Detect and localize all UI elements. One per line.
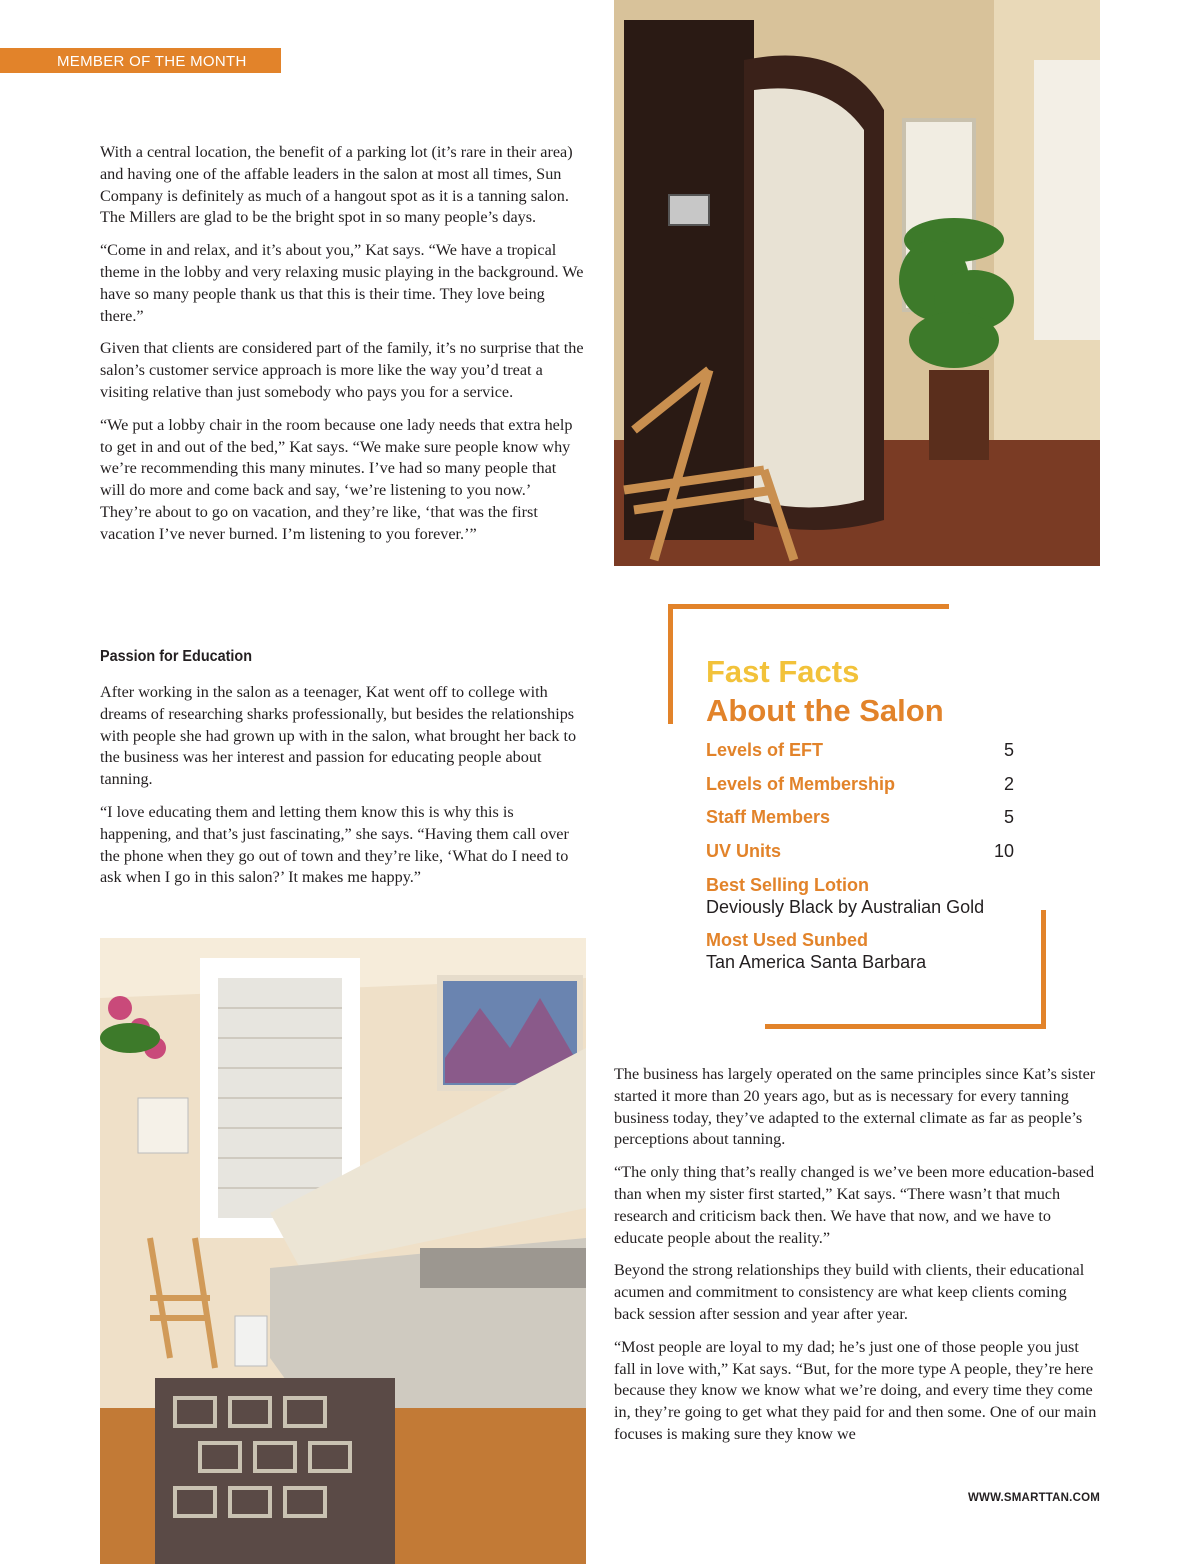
fact-value: 2 <box>1003 773 1014 794</box>
paragraph: “I love educating them and letting them know this is why this is happening, and that’s just fascinating,” she says. “Having them call over the phone when they go out of town and they’re like, ‘What do I need to ask when I go in this salon?’ It makes me happy.” <box>100 802 569 887</box>
fact-most-used-sunbed <box>706 929 926 973</box>
fact-row <box>706 738 1014 772</box>
fact-row <box>706 839 1014 873</box>
fact-label: Best Selling Lotion <box>706 875 870 895</box>
fast-facts-list <box>706 738 1014 872</box>
paragraph: “The only thing that’s really changed is we’ve been more education-based than when my sister first started,” Kat says. “There wasn’t that much research and criticism back then. We have that now, and we have to educate people about the reality.” <box>614 1163 1095 1247</box>
paragraph: Beyond the strong relationships they build with clients, their educational acumen and commitment to consistency are what keep clients coming back session after session and year after year. <box>614 1261 1085 1323</box>
fast-facts-border-right <box>1041 910 1046 1029</box>
paragraph: Given that clients are considered part of the family, it’s no surprise that the salon’s customer service approach is more like the way you’d treat a visiting relative than just somebody who pays you for a service. <box>100 339 584 401</box>
fast-facts-border-top <box>668 604 949 609</box>
right-column-bottom <box>614 1064 1100 1457</box>
paragraph: The business has largely operated on the same principles since Kat’s sister started it more than 20 years ago, but as is necessary for every tanning business today, they’ve adapted to the external climate as far as people’s perceptions about tanning. <box>614 1065 1096 1149</box>
left-column-mid <box>100 682 584 900</box>
fact-value: 10 <box>993 840 1014 861</box>
fact-label: UV Units <box>706 840 782 861</box>
subhead: Passion for Education <box>100 648 253 665</box>
tanning-bed-photo <box>100 938 586 1564</box>
booth-photo <box>614 0 1100 566</box>
fast-facts-border-left <box>668 604 673 724</box>
fact-value: Deviously Black by Australian Gold <box>706 897 985 917</box>
fact-label: Staff Members <box>706 807 831 827</box>
section-tag: MEMBER OF THE MONTH <box>0 48 281 73</box>
fact-best-lotion <box>706 874 984 918</box>
fact-value: 5 <box>1003 807 1014 827</box>
fact-label: Levels of Membership <box>706 773 896 794</box>
paragraph: With a central location, the benefit of a parking lot (it’s rare in their area) and having one of the affable leaders in the salon at most all times, Sun Company is definitely as much of a hangout spot as it is a tanning salon. The Millers are glad to be the bright spot in so many people’s days. <box>100 143 573 227</box>
fact-label: Most Used Sunbed <box>706 930 869 950</box>
paragraph: “Come in and relax, and it’s about you,” Kat says. “We have a tropical theme in the lobby and very relaxing music playing in the background. We have so many people thank us that this is their time. They love being there.” <box>100 241 584 325</box>
paragraph: “We put a lobby chair in the room because one lady needs that extra help to get in and out of the bed,” Kat says. “We make sure people know why we’re recommending this many minutes. I’ve had so many people that will do more and come back and say, ‘we’re listening to you now.’ They’re about to go on vacation, and they’re like, ‘that was the first vacation I’ve never burned. I’m listening to you forever.’” <box>100 415 573 543</box>
fast-facts-title-line1: Fast Facts <box>706 654 860 689</box>
fact-value: Tan America Santa Barbara <box>706 952 927 972</box>
fast-facts-title-line2: About the Salon <box>706 693 944 728</box>
left-column-top <box>100 142 584 557</box>
paragraph: After working in the salon as a teenager, Kat went off to college with dreams of researching sharks professionally, but besides the relationships with people she had grown up with in the salon, what brought her back to the business was her interest and passion for educating people about tanning. <box>100 683 577 789</box>
fact-value: 5 <box>1003 740 1014 760</box>
fast-facts-border-bottom <box>765 1024 1046 1029</box>
fact-row <box>706 805 1014 839</box>
fact-row <box>706 772 1014 806</box>
fast-facts-title <box>706 652 944 730</box>
footer-url: WWW.SMARTTAN.COM <box>967 1492 1100 1504</box>
paragraph: “Most people are loyal to my dad; he’s just one of those people you just fall in love with,” Kat says. “But, for the more type A people, they’re here because they know we know what we’re doing, and every time they come in, they’re going to get what they paid for and then some. One of our main focuses is making sure they know we <box>614 1337 1097 1443</box>
fact-label: Levels of EFT <box>706 740 824 760</box>
